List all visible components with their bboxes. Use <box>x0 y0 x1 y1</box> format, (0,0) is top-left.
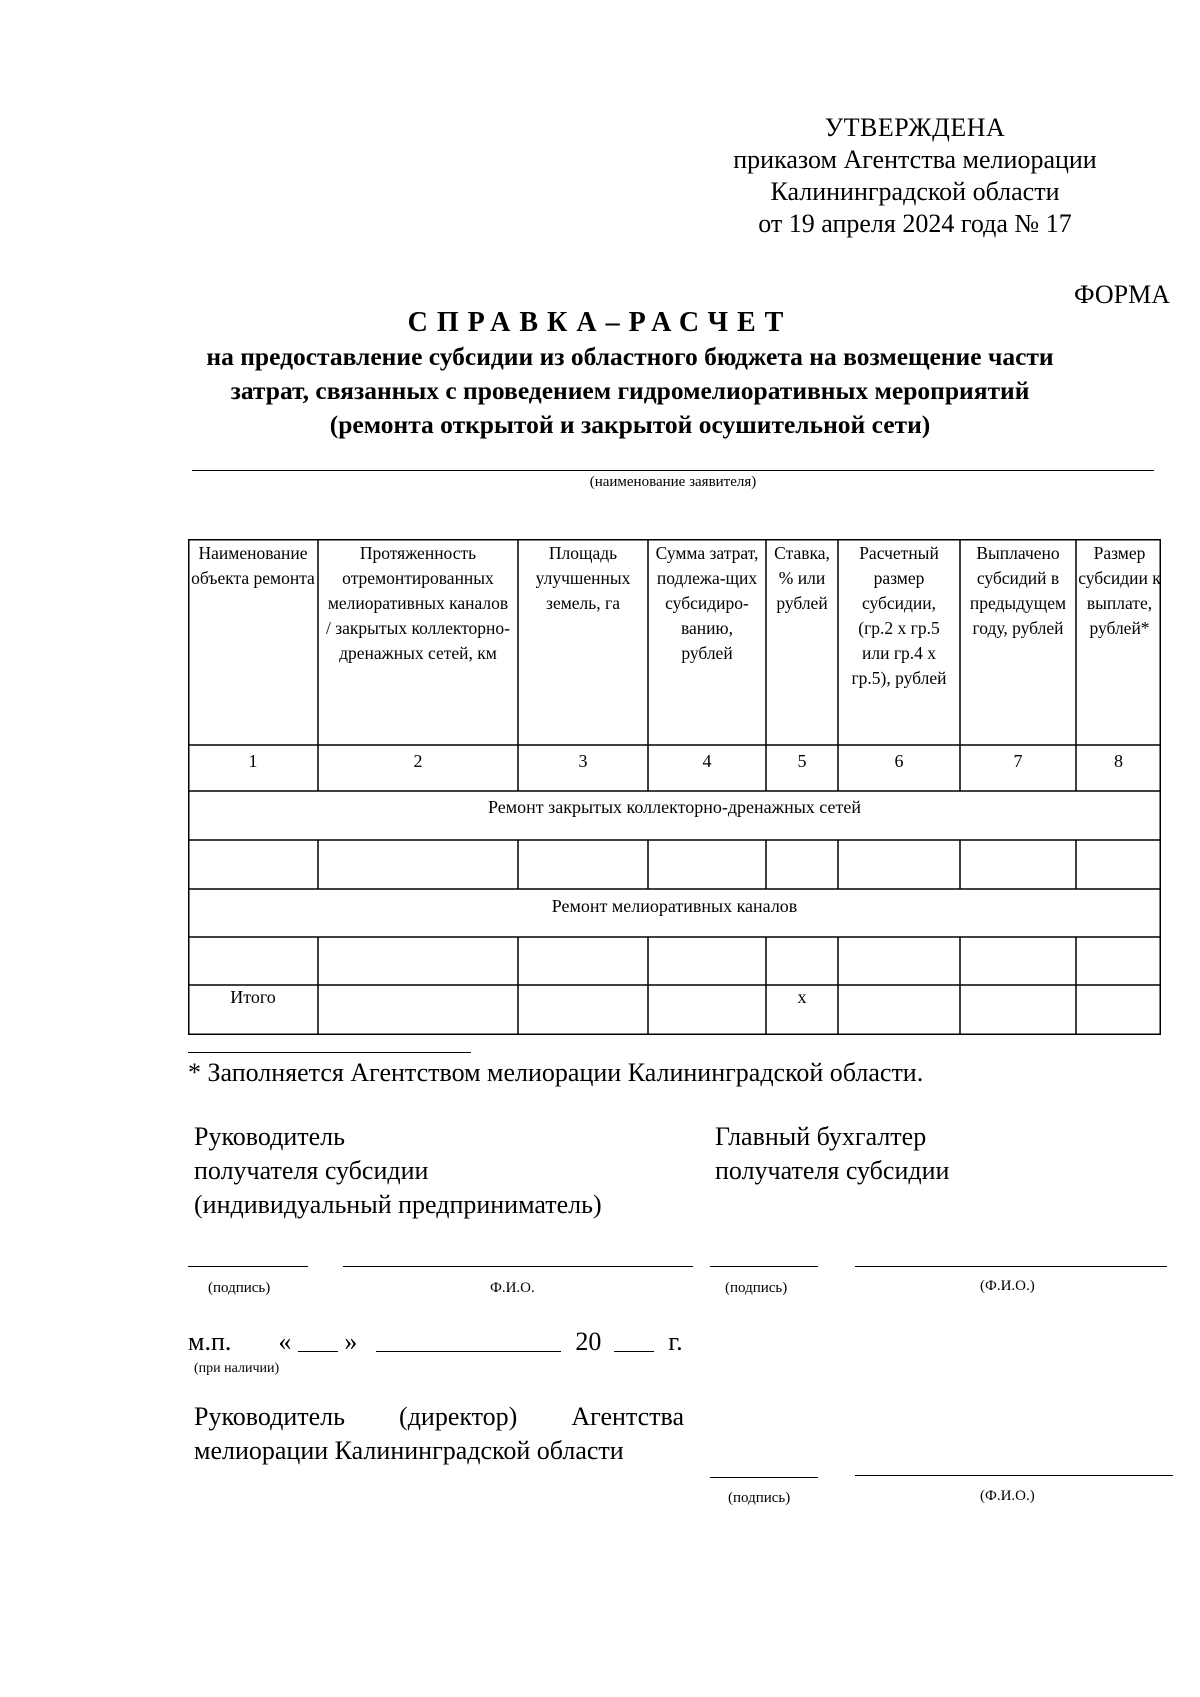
accountant-signature-field[interactable] <box>710 1266 818 1267</box>
approval-line-1: приказом Агентства мелиорации <box>733 145 1097 174</box>
stamp-date-line <box>188 1327 683 1357</box>
applicant-name-field[interactable] <box>192 470 1154 471</box>
director-word-3: Агентства <box>571 1402 684 1431</box>
director-signature-title <box>194 1400 684 1468</box>
total-rate-mark: x <box>797 987 807 1007</box>
approval-block <box>700 112 1130 240</box>
director-name-field[interactable] <box>855 1475 1173 1476</box>
section-canals: Ремонт мелиоративных каналов <box>551 896 798 916</box>
applicant-caption: (наименование заявителя) <box>589 474 757 490</box>
approval-line-3: от 19 апреля 2024 года № 17 <box>758 209 1072 238</box>
subtitle-line-1: на предоставление субсидии из областного бюджета на возмещение части <box>206 342 1054 371</box>
column-number: 2 <box>413 751 423 771</box>
subtitle-line-2: затрат, связанных с проведением гидромелиоративных мероприятий <box>230 376 1030 405</box>
approval-title: УТВЕРЖДЕНА <box>824 113 1006 142</box>
director-word-2: (директор) <box>399 1402 518 1431</box>
head-line-1: Руководитель <box>194 1122 345 1151</box>
accountant-line-2: получателя субсидии <box>715 1156 950 1185</box>
form-label: ФОРМА <box>1074 280 1170 309</box>
footnote: * Заполняется Агентством мелиорации Калининградской области. <box>188 1058 924 1087</box>
column-number: 4 <box>702 751 712 771</box>
total-label: Итого <box>230 987 276 1007</box>
header-object-name: Наименование объекта ремонта <box>191 543 315 588</box>
head-line-3: (индивидуальный предприниматель) <box>194 1190 602 1219</box>
stamp-if-any-caption: (при наличии) <box>194 1361 280 1376</box>
head-line-2: получателя субсидии <box>194 1156 429 1185</box>
column-number: 7 <box>1013 751 1023 771</box>
stamp-label: м.п. <box>188 1327 232 1356</box>
date-day-field[interactable] <box>298 1329 338 1352</box>
column-number: 6 <box>894 751 904 771</box>
header-area: Площадь улучшенных земель, га <box>535 543 631 613</box>
head-signature-title <box>194 1120 602 1222</box>
date-open-quote: « <box>278 1327 292 1356</box>
header-costs: Сумма затрат, подлежа-щих субсидиро-ванию, рублей <box>655 543 759 663</box>
column-number: 3 <box>578 751 588 771</box>
subtitle-line-3: (ремонта открытой и закрытой осушительной сети) <box>329 410 931 439</box>
director-signature-caption: (подпись) <box>728 1490 791 1506</box>
accountant-name-caption: (Ф.И.О.) <box>980 1278 1035 1294</box>
accountant-name-field[interactable] <box>855 1266 1167 1267</box>
date-close-quote: » <box>344 1327 358 1356</box>
accountant-line-1: Главный бухгалтер <box>715 1122 927 1151</box>
column-number: 5 <box>797 751 807 771</box>
director-word-1: Руководитель <box>194 1402 345 1431</box>
director-name-caption: (Ф.И.О.) <box>980 1488 1035 1504</box>
document-title: СПРАВКА–РАСЧЕТ <box>407 307 793 338</box>
date-year-field[interactable] <box>614 1329 654 1352</box>
director-line-2: мелиорации Калининградской области <box>194 1436 624 1465</box>
header-calculated-subsidy: Расчетный размер субсидии, (гр.2 х гр.5 или гр.4 х гр.5), рублей <box>851 543 947 688</box>
date-month-field[interactable] <box>376 1329 561 1352</box>
head-name-caption: Ф.И.О. <box>490 1280 535 1296</box>
head-signature-field[interactable] <box>188 1266 308 1267</box>
accountant-signature-title <box>715 1120 949 1188</box>
column-number: 8 <box>1114 751 1123 771</box>
calculation-table <box>188 539 1161 1035</box>
column-number: 1 <box>248 751 258 771</box>
head-name-field[interactable] <box>343 1266 693 1267</box>
header-subsidy-to-pay: Размер субсидии к выплате, рублей* <box>1078 543 1161 638</box>
section-closed-drainage: Ремонт закрытых коллекторно-дренажных сетей <box>488 797 861 817</box>
director-signature-field[interactable] <box>710 1477 818 1478</box>
footnote-separator <box>188 1052 471 1053</box>
header-rate: Ставка, % или рублей <box>774 543 830 613</box>
accountant-signature-caption: (подпись) <box>725 1280 788 1296</box>
approval-line-2: Калининградской области <box>770 177 1060 206</box>
head-signature-caption: (подпись) <box>208 1280 271 1296</box>
year-suffix: г. <box>668 1327 683 1356</box>
header-length: Протяженность отремонтированных мелиоративных каналов / закрытых коллекторно-дренажных сетей, км <box>326 543 510 663</box>
director-line-1 <box>194 1400 684 1434</box>
header-paid-previous-year: Выплачено субсидий в предыдущем году, рублей <box>969 543 1067 638</box>
document-subtitle <box>130 340 1130 442</box>
year-prefix: 20 <box>575 1327 602 1356</box>
